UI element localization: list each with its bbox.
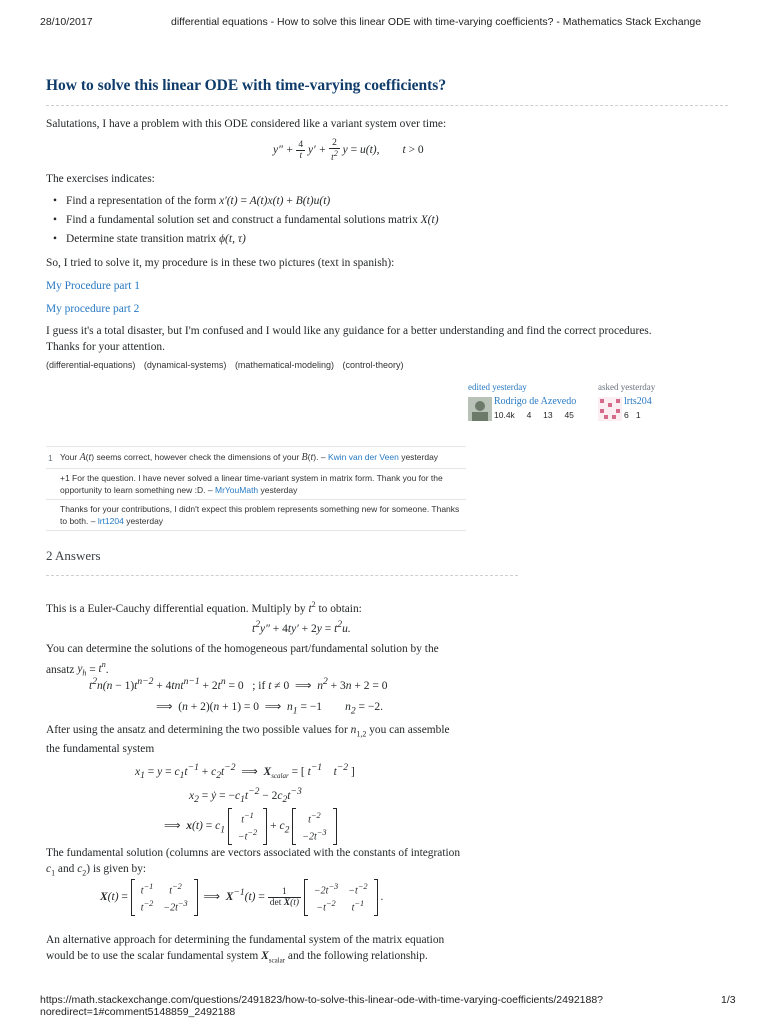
comment-2-user[interactable]: MrYouMath [215, 485, 259, 495]
fundamental-x1: $x_1 = y = c_1t^{-1} + c_2t^{-2}$ ⟹ $X_{scalar}$ = [ $t^{-1}$ $t^{-2}$ ] [135, 762, 355, 782]
ansatz-equation-2: ⟹ (n + 2)(n + 1) = 0 ⟹ $n_1 = -1$ $n_2 = -2$. [156, 701, 383, 717]
question-intro: Salutations, I have a problem with this ODE considered like a variant system over time: [46, 118, 447, 130]
print-date: 28/10/2017 [40, 16, 93, 28]
comment-3: Thanks for your contributions, I didn't expect this problem represents something new for someone. Thanks to both. – lrt1204 yesterday [60, 504, 460, 526]
comment-3-user[interactable]: lrt1204 [97, 516, 124, 526]
editor-name[interactable]: Rodrigo de Azevedo [494, 396, 577, 407]
tag-list [46, 360, 410, 370]
asker-name[interactable]: lrts204 [624, 396, 652, 407]
procedure-text: So, I tried to solve it, my procedure is in these two pictures (text in spanish): [46, 257, 395, 269]
exercises-intro: The exercises indicates: [46, 173, 155, 185]
editor-card [468, 382, 527, 392]
answer-p5: An alternative approach for determining the fundamental system of the matrix equation would be to use the scalar fundamental system $X_{scalar}$ and the following relationship. [46, 934, 445, 964]
ode-equation: y″ + $\frac{4}{t}$ y′ + $\frac{2}{t^2}$ y = u(t), t > 0 [273, 138, 424, 164]
answer-p4: The fundamental solution (columns are vectors associated with the constants of integration $c_1$ and $c_2$) is given by: [46, 847, 461, 877]
answer-p2: You can determine the solutions of the homogeneous part/fundamental solution by the ansatz $y_h = t^n$. [46, 643, 439, 678]
tag-mathematical-modeling[interactable]: (mathematical-modeling) [234, 360, 334, 370]
euler-cauchy-equation: $t^2y'' + 4ty' + 2y = t^2u$. [252, 619, 351, 635]
ansatz-equation-1: $t^2n(n - 1)t^{n-2} + 4tnt^{n-1} + 2t^n = 0$ ; if t ≠ 0 ⟹ $n^2 + 3n + 2 = 0$ [89, 676, 388, 692]
comment-1: Your A(t) seems correct, however check the dimensions of your B(t). – Kwin van der Veen yesterday [60, 452, 439, 463]
print-page-title: differential equations - How to solve this linear ODE with time-varying coefficients? - Mathematics Stack Exchange [171, 16, 702, 28]
fundamental-x2: $x_2$ = ẏ = $-c_1t^{-2} - 2c_2t^{-3}$ [189, 786, 302, 806]
title-divider [46, 105, 728, 106]
question-closing: I guess it's a total disaster, but I'm confused and I would like any guidance for a better understanding and find the correct procedures. Thanks for your attention. [46, 325, 652, 353]
procedure-link-1[interactable]: My Procedure part 1 [46, 280, 140, 292]
comment-score: 1 [48, 453, 53, 463]
comment-2: +1 For the question. I have never solved a linear time-variant system in matrix form. Thank you for the opportunity to learn something new :D. – MrYouMath yesterday [60, 473, 443, 495]
procedure-link-2[interactable]: My procedure part 2 [46, 303, 140, 315]
editor-avatar[interactable] [468, 397, 492, 421]
comment-1-user[interactable]: Kwin van der Veen [327, 452, 399, 462]
tag-control-theory[interactable]: (control-theory) [342, 360, 404, 370]
fundamental-matrix: X(t) = $t^{-1}$ $t^{-2}$ $t^{-2}$ $-2t^{-3}$ ⟹ $X^{-1}(t)$ = $\frac{1}{\text{det X(t)}}$ $-2t^{-3}$ $-t^{-2}$ $-t^{-2}$ $t^{-1}$ . [100, 879, 383, 916]
print-url: https://math.stackexchange.com/questions/2491823/how-to-solve-this-linear-ode-with-time-varying-coefficients/2492188?noredirect=1#comment5148859_2492188 [40, 994, 604, 1018]
print-page-number: 1/3 [721, 994, 736, 1006]
answer-p1: This is a Euler-Cauchy differential equation. Multiply by $t^2$ to obtain: [46, 600, 362, 615]
edited-label[interactable]: edited yesterday [468, 382, 527, 392]
answer-p3: After using the ansatz and determining the two possible values for $n_{1,2}$ you can assemble the fundamental system [46, 724, 450, 755]
bullet-transition-matrix: • Determine state transition matrix ϕ(t, τ) [53, 233, 246, 245]
tag-dynamical-systems[interactable]: (dynamical-systems) [143, 360, 227, 370]
asker-card [598, 382, 655, 392]
asker-avatar[interactable] [598, 397, 622, 421]
editor-rep: 10.4k 4 13 45 [494, 410, 574, 420]
fundamental-vector: ⟹ $x(t) = c_1$ $t^{-1}$ $-t^{-2}$ + $c_2$ $t^{-2}$ $-2t^{-3}$ [164, 808, 337, 845]
question-title[interactable]: How to solve this linear ODE with time-varying coefficients? [46, 77, 447, 94]
tag-differential-equations[interactable]: (differential-equations) [46, 360, 136, 370]
answers-header: 2 Answers [46, 548, 101, 563]
asker-rep: 6 1 [624, 410, 641, 420]
asked-label: asked yesterday [598, 382, 656, 392]
bullet-representation: • Find a representation of the form x′(t) = A(t)x(t) + B(t)u(t) [53, 195, 330, 207]
bullet-fundamental-set: • Find a fundamental solution set and construct a fundamental solutions matrix X(t) [53, 214, 439, 226]
